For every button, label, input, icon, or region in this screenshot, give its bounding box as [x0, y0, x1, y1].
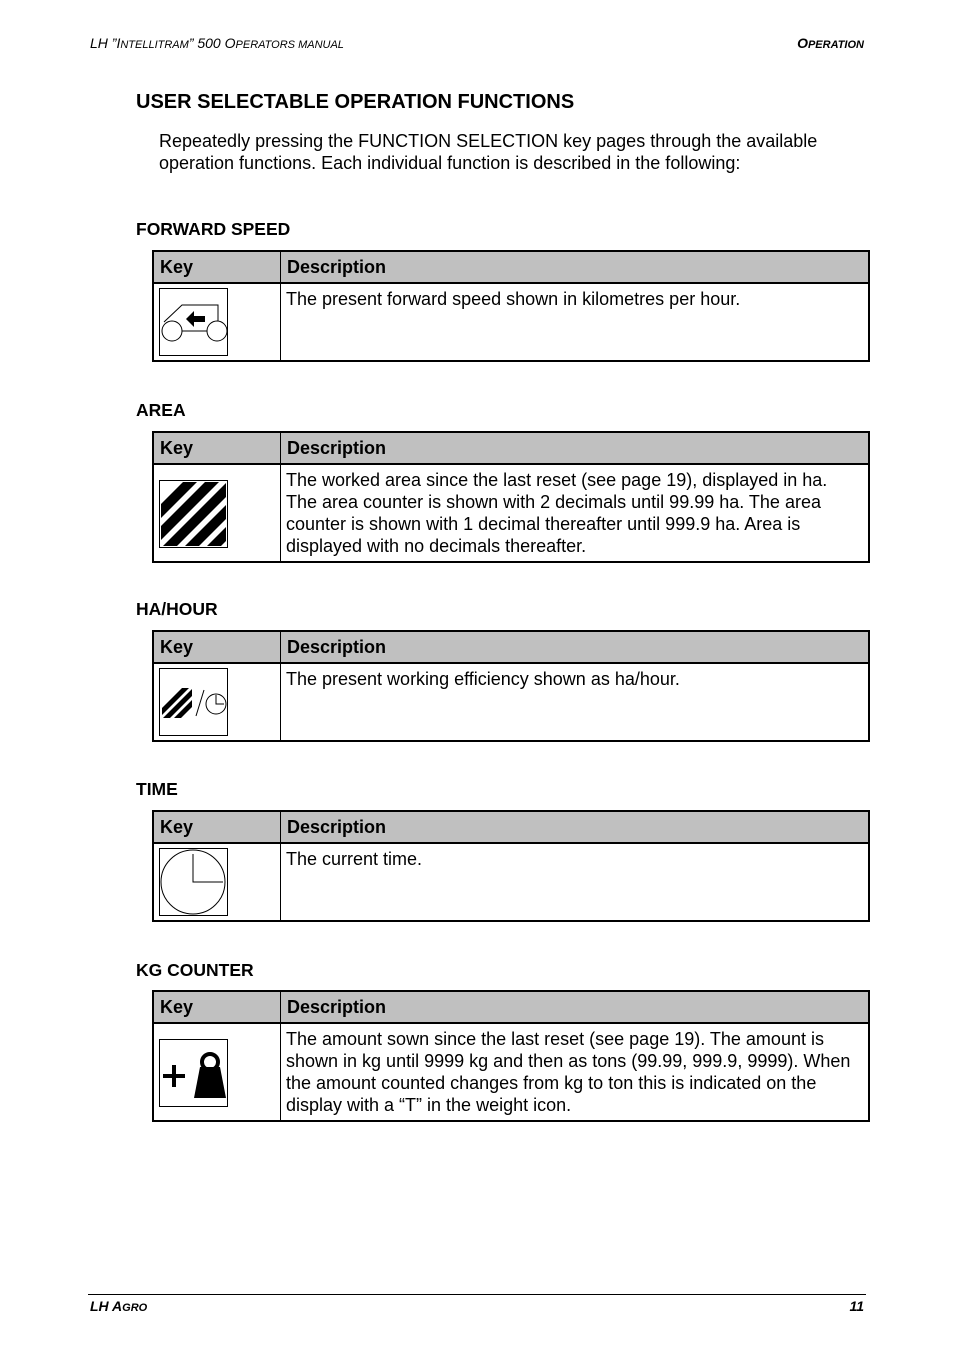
description-cell: The present working efficiency shown as ha/hour.: [281, 663, 870, 741]
key-cell: [153, 663, 281, 741]
section-title-ha-hour: HA/HOUR: [136, 599, 218, 619]
area-hatch-icon: [159, 480, 228, 548]
description-cell: The amount sown since the last reset (see page 19). The amount is shown in kg until 9999 kg and then as tons (99.99, 999.9, 9999). When the amount counted changes from kg to ton this is indicated on the display with a “T” in the weight icon.: [281, 1023, 870, 1121]
ha-hour-table: [152, 630, 870, 742]
key-cell: [153, 283, 281, 361]
key-column-header: Key: [153, 991, 281, 1023]
key-column-header: Key: [153, 631, 281, 663]
key-cell: [153, 1023, 281, 1121]
running-header-left: LH ”INTELLITRAM” 500 OPERATORS MANUAL: [90, 35, 344, 51]
section-title-time: TIME: [136, 779, 178, 799]
table-header-row: [153, 251, 869, 283]
kg-counter-table: [152, 990, 870, 1122]
description-cell: The present forward speed shown in kilometres per hour.: [281, 283, 870, 361]
area-table: [152, 431, 870, 563]
description-column-header: Description: [281, 811, 870, 843]
plus-weight-icon: [159, 1039, 228, 1107]
table-row: [153, 464, 869, 562]
page-title: USER SELECTABLE OPERATION FUNCTIONS: [136, 91, 575, 113]
running-header-right: OPERATION: [797, 35, 864, 51]
clock-icon: [159, 848, 228, 916]
description-cell: The current time.: [281, 843, 870, 921]
table-header-row: [153, 432, 869, 464]
section-title-kg-counter: KG COUNTER: [136, 960, 254, 980]
key-column-header: Key: [153, 432, 281, 464]
key-cell: [153, 843, 281, 921]
description-column-header: Description: [281, 631, 870, 663]
key-cell: [153, 464, 281, 562]
description-column-header: Description: [281, 251, 870, 283]
table-header-row: [153, 811, 869, 843]
table-row: [153, 663, 869, 741]
time-table: [152, 810, 870, 922]
key-column-header: Key: [153, 811, 281, 843]
tractor-forward-icon: [159, 288, 228, 356]
table-row: [153, 283, 869, 361]
section-title-area: AREA: [136, 400, 186, 420]
ha-per-hour-icon: [159, 668, 228, 736]
table-header-row: [153, 991, 869, 1023]
footer-left: LH AGRO: [90, 1298, 148, 1314]
table-header-row: [153, 631, 869, 663]
intro-paragraph: Repeatedly pressing the FUNCTION SELECTION key pages through the available operation functions. Each individual function is described in the following:: [159, 131, 818, 173]
forward-speed-table: [152, 250, 870, 362]
description-cell: The worked area since the last reset (see page 19), displayed in ha. The area counter is shown with 2 decimals until 99.99 ha. The area counter is shown with 1 decimal thereafter until 999.9 ha. Area is displayed with no decimals thereafter.: [281, 464, 870, 562]
description-column-header: Description: [281, 432, 870, 464]
table-row: [153, 1023, 869, 1121]
table-row: [153, 843, 869, 921]
section-title-forward-speed: FORWARD SPEED: [136, 219, 291, 239]
page-number: 11: [849, 1298, 864, 1314]
description-column-header: Description: [281, 991, 870, 1023]
key-column-header: Key: [153, 251, 281, 283]
footer-rule: [88, 1294, 866, 1295]
